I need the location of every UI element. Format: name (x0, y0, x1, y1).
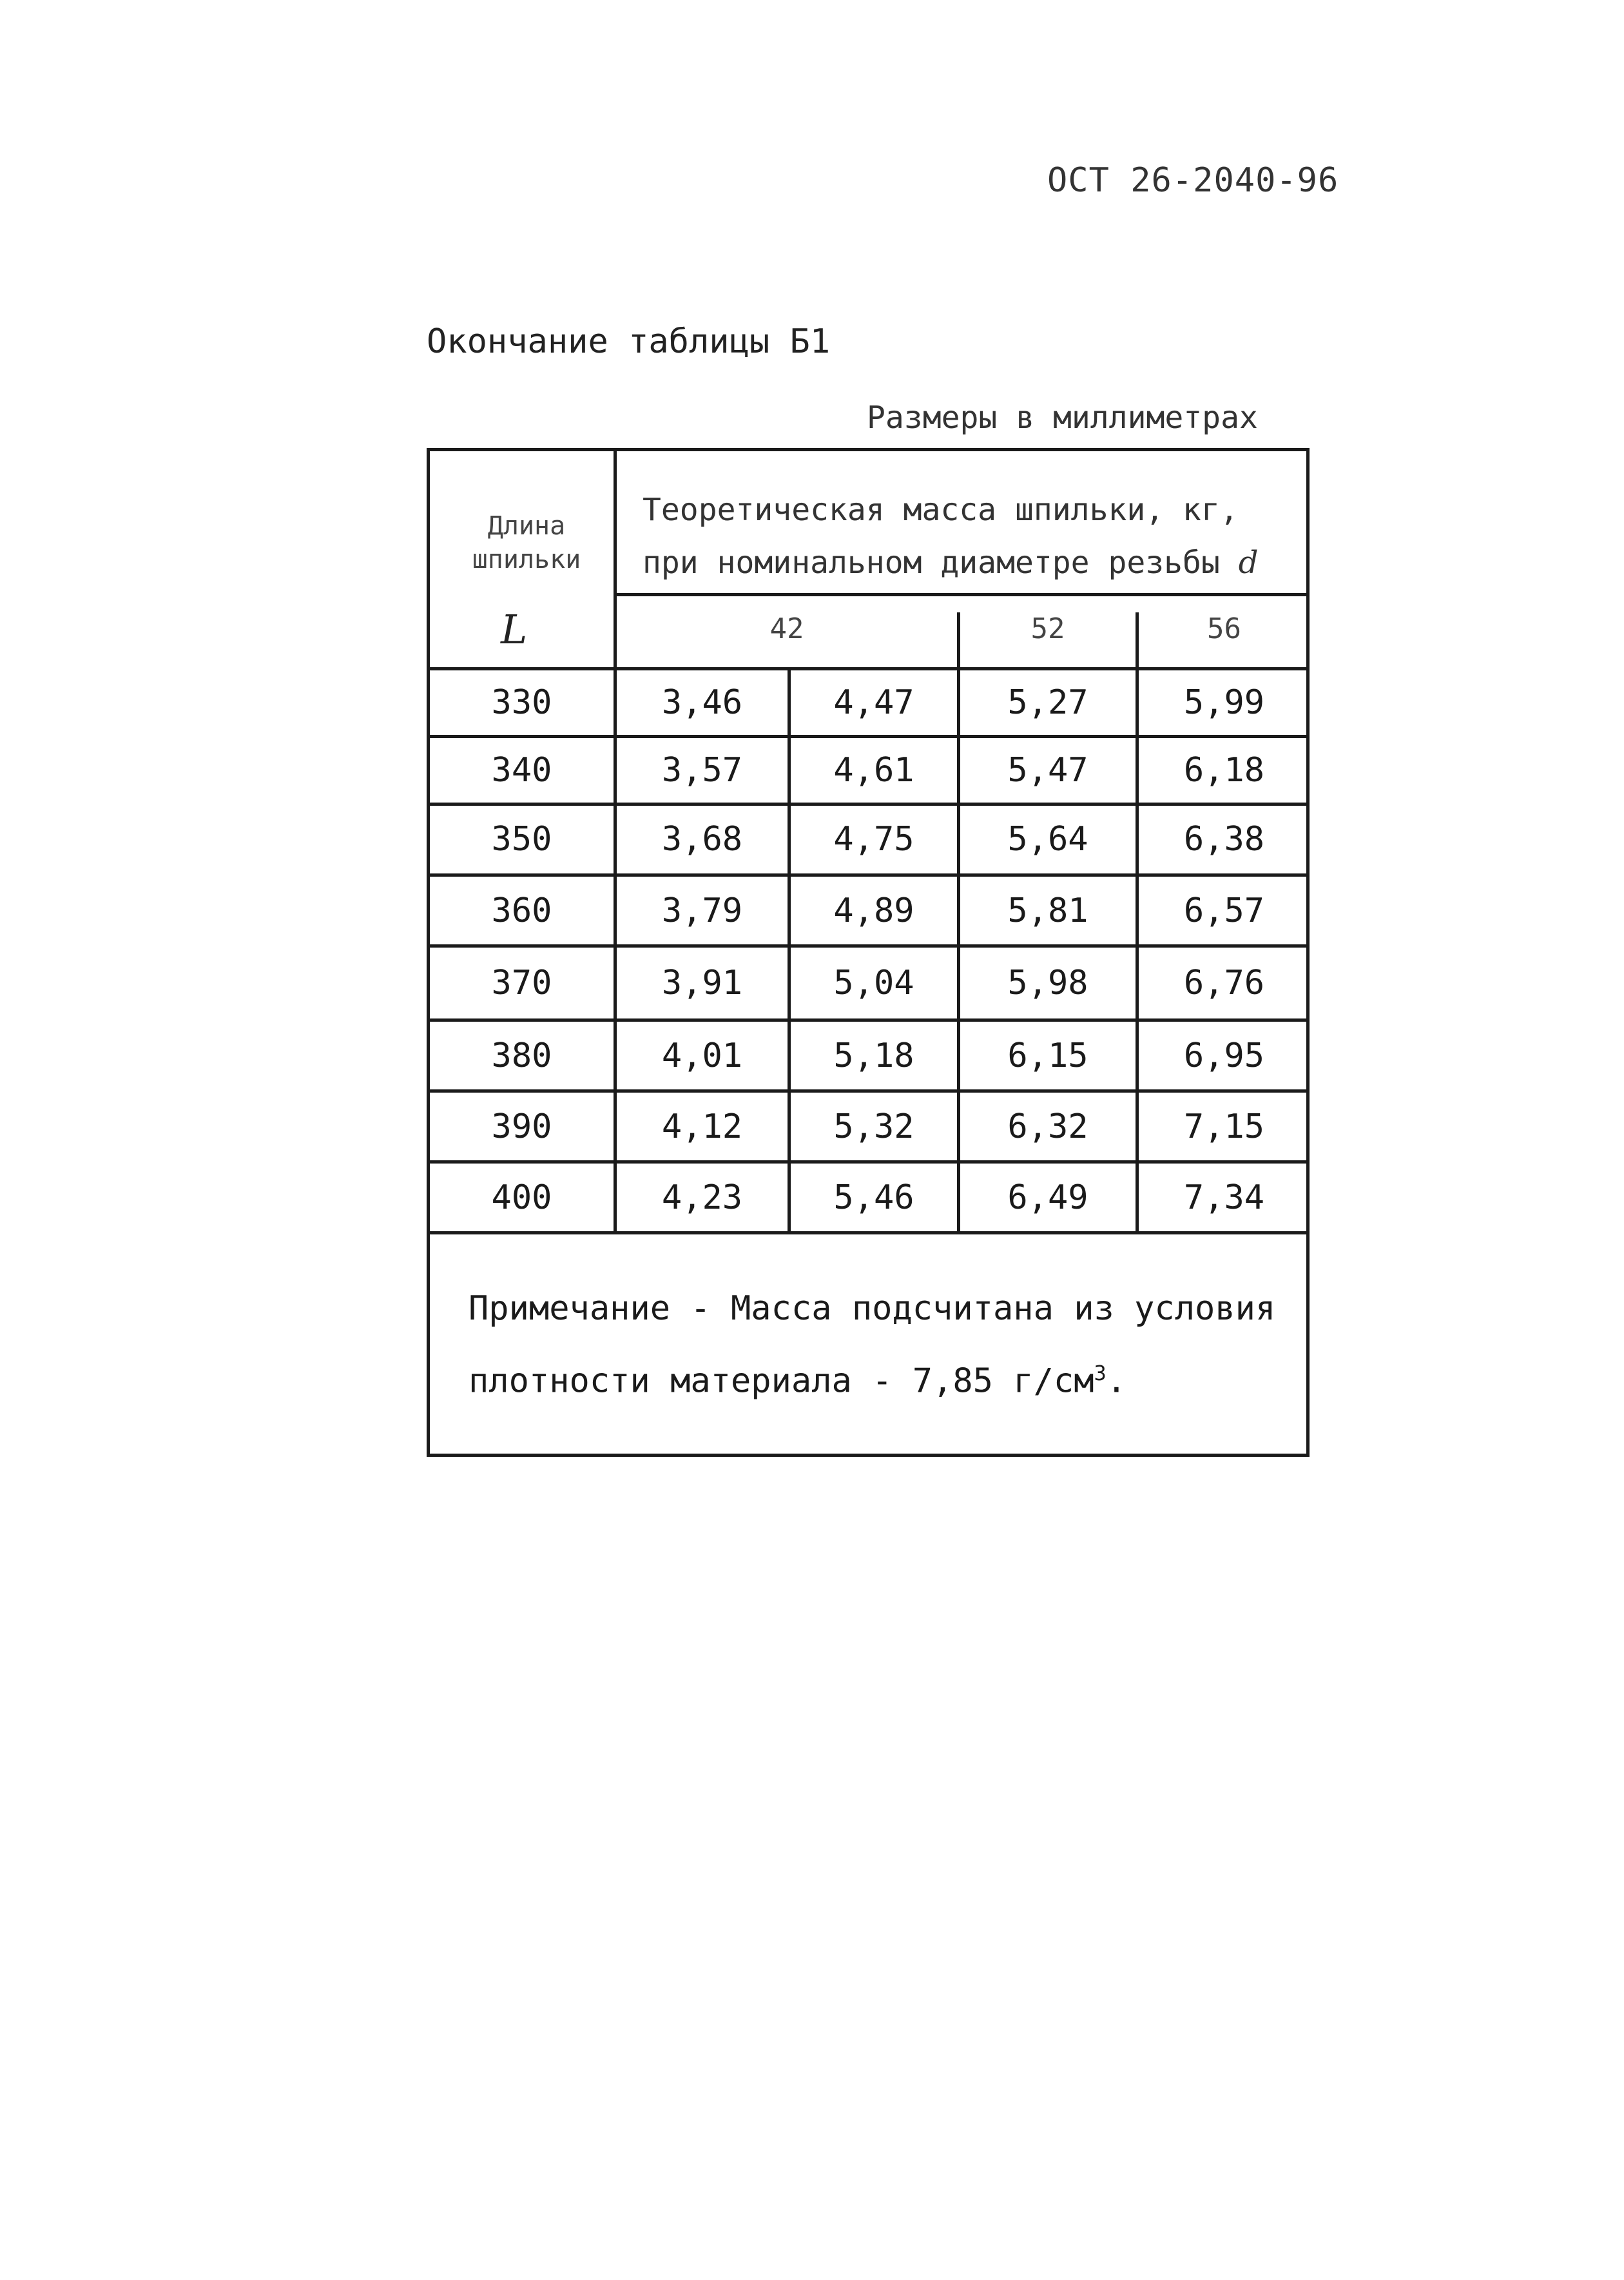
cell-mass: 3,57 (661, 751, 743, 790)
row-divider (430, 735, 1310, 738)
cell-length: 390 (491, 1107, 552, 1146)
cell-length: 360 (491, 892, 552, 930)
cell-mass: 3,79 (661, 892, 743, 930)
cell-mass: 6,76 (1183, 964, 1265, 1002)
cell-mass: 6,57 (1183, 892, 1265, 930)
cell-length: 370 (491, 964, 552, 1002)
units-note: Размеры в миллиметрах (867, 400, 1258, 436)
cell-mass: 6,18 (1183, 751, 1265, 790)
cell-mass: 3,46 (661, 683, 743, 722)
header-mass-line2: при номинальном диаметре резьбы (643, 545, 1220, 581)
cell-mass: 4,01 (661, 1037, 743, 1075)
cell-length: 340 (491, 751, 552, 790)
cell-length: 400 (491, 1178, 552, 1217)
cell-mass: 5,27 (1007, 683, 1088, 722)
row-divider (430, 1018, 1310, 1022)
row-divider (430, 944, 1310, 948)
table-body-bottom (430, 1231, 1310, 1234)
cell-mass: 5,47 (1007, 751, 1088, 790)
cell-length: 350 (491, 820, 552, 859)
note-line2: плотности материала - 7,85 г/см (469, 1361, 1094, 1401)
cell-mass: 6,49 (1007, 1178, 1088, 1217)
cell-mass: 4,47 (833, 683, 914, 722)
cell-mass: 4,89 (833, 892, 914, 930)
header-mass-symbol: d (1238, 545, 1259, 581)
cell-mass: 6,95 (1183, 1037, 1265, 1075)
row-divider (430, 873, 1310, 877)
cell-mass: 4,23 (661, 1178, 743, 1217)
cell-mass: 4,61 (833, 751, 914, 790)
header-length-symbol: L (501, 606, 528, 653)
cell-mass: 6,32 (1007, 1107, 1088, 1146)
cell-mass: 3,91 (661, 964, 743, 1002)
document-code: ОСТ 26-2040-96 (1047, 161, 1339, 200)
row-divider (430, 1089, 1310, 1093)
note-superscript: 3 (1094, 1361, 1107, 1385)
cell-mass: 5,46 (833, 1178, 914, 1217)
header-mass (643, 483, 1293, 589)
subheader-diameter: 42 (769, 612, 804, 645)
note-line1: Примечание - Масса подсчитана из условия (469, 1289, 1276, 1328)
table-caption: Окончание таблицы Б1 (427, 322, 831, 361)
cell-length: 330 (491, 683, 552, 722)
cell-mass: 5,64 (1007, 820, 1088, 859)
cell-mass: 6,15 (1007, 1037, 1088, 1075)
header-length: Длина шпильки (472, 511, 581, 574)
cell-mass: 5,04 (833, 964, 914, 1002)
cell-mass: 7,15 (1183, 1107, 1265, 1146)
cell-mass: 5,99 (1183, 683, 1265, 722)
subheader-diameter: 56 (1207, 612, 1241, 645)
header-bottom (430, 667, 1310, 670)
row-divider (430, 1160, 1310, 1164)
cell-mass: 5,81 (1007, 892, 1088, 930)
subheader-diameter: 52 (1030, 612, 1065, 645)
cell-mass: 5,32 (833, 1107, 914, 1146)
header-mass-line1: Теоретическая масса шпильки, кг, (643, 492, 1239, 528)
row-divider (430, 803, 1310, 806)
cell-mass: 6,38 (1183, 820, 1265, 859)
cell-mass: 5,18 (833, 1037, 914, 1075)
cell-length: 380 (491, 1037, 552, 1075)
cell-mass: 5,98 (1007, 964, 1088, 1002)
cell-mass: 3,68 (661, 820, 743, 859)
cell-mass: 7,34 (1183, 1178, 1265, 1217)
cell-mass: 4,12 (661, 1107, 743, 1146)
mass-table (427, 448, 1310, 1457)
cell-mass: 4,75 (833, 820, 914, 859)
header-divider (614, 593, 1310, 596)
note-end: . (1106, 1361, 1127, 1401)
table-note (469, 1276, 1293, 1413)
